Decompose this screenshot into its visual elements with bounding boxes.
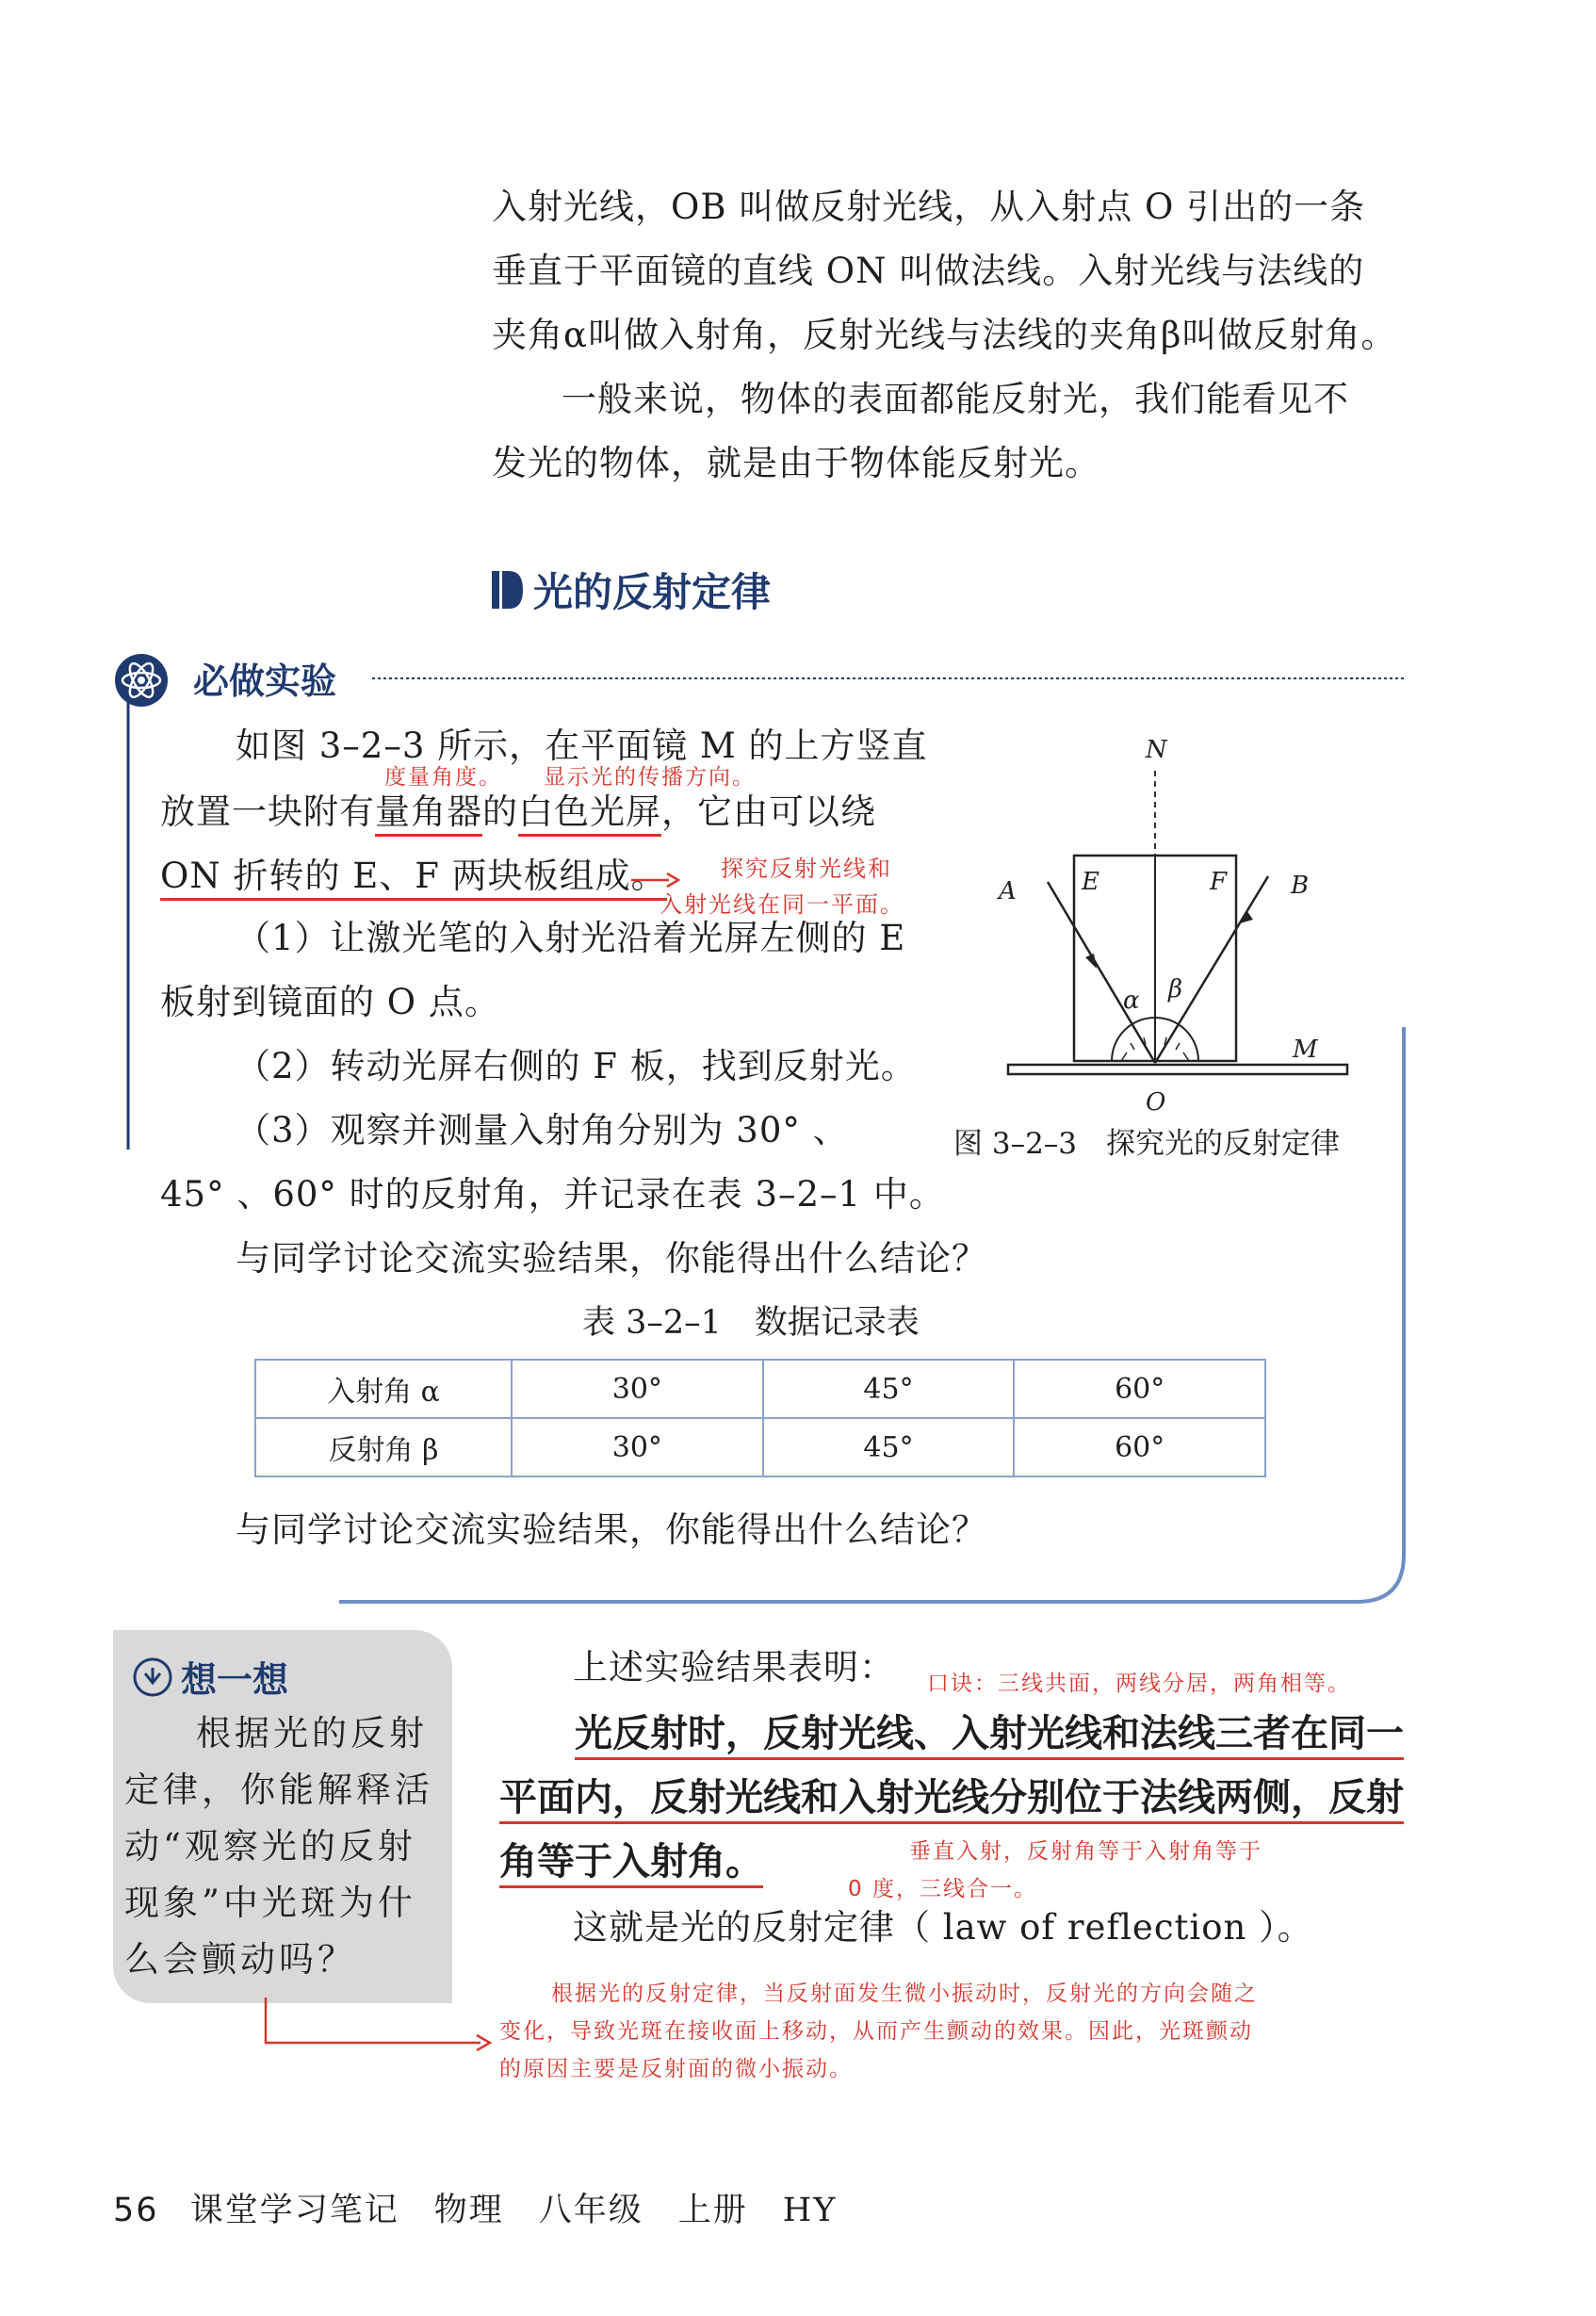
experiment-line: （1）让激光笔的入射光沿着光屏左侧的 E [236, 918, 906, 958]
lightbulb-icon [132, 1656, 173, 1698]
note-screen: 显示光的传播方向。 [544, 765, 756, 790]
table-cell: 30° [512, 1418, 763, 1476]
note-plane-1: 探究反射光线和 [721, 856, 892, 882]
section-title: 光的反射定律 [533, 569, 772, 615]
law-name: 这就是光的反射定律（ law of reflection ）。 [573, 1907, 1313, 1948]
answer-note-cont [499, 2013, 1253, 2088]
reflection-law [499, 1702, 1404, 1894]
note-normal-1: 垂直入射，反射角等于入射角等于 [909, 1839, 1262, 1864]
page-number: 56 [113, 2192, 159, 2229]
law-line: 光反射时，反射光线、入射光线和法线三者在同一 [575, 1711, 1404, 1760]
page-footer [113, 2184, 837, 2231]
label-b: B [1291, 872, 1310, 900]
think-line: 现象”中光斑为什 [124, 1883, 416, 1923]
data-table [254, 1359, 1266, 1477]
answer-line: 变化，导致光斑在接收面上移动，从而产生颤动的效果。因此，光斑颤动 [499, 2019, 1253, 2044]
table-cell: 反射角 β [255, 1418, 512, 1476]
table-cell: 45° [763, 1360, 1015, 1418]
label-e: E [1082, 868, 1099, 896]
reflection-diagram [980, 726, 1376, 1140]
note-mnemonic: 口诀：三线共面，两线分居，两角相等。 [927, 1672, 1351, 1696]
underline-screen: 白色光屏 [518, 791, 661, 837]
answer-line: 的原因主要是反射面的微小振动。 [499, 2057, 853, 2081]
think-header [132, 1651, 288, 1703]
law-line: 角等于入射角。 [499, 1839, 763, 1888]
experiment-line: 如图 3–2–3 所示，在平面镜 M 的上方竖直 [236, 726, 928, 766]
think-label: 想一想 [181, 1659, 289, 1701]
answer-line: 根据光的反射定律，当反射面发生微小振动时，反射光的方向会随之 [551, 1982, 1258, 2006]
experiment-line: （3）观察并测量入射角分别为 30° 、 [236, 1110, 849, 1150]
answer-arrow-icon [254, 1998, 509, 2073]
answer-note [551, 1975, 1258, 2013]
experiment-line: 板射到镜面的 O 点。 [160, 982, 500, 1022]
intro-line: 一般来说，物体的表面都能反射光，我们能看见不 [562, 379, 1349, 419]
law-line: 平面内，反射光线和入射光线分别位于法线两侧，反射 [499, 1775, 1404, 1824]
table-row [255, 1418, 1265, 1476]
underline-protractor: 量角器 [375, 791, 482, 837]
label-alpha: α [1123, 987, 1140, 1015]
intro-paragraph [492, 175, 1396, 496]
section-marker-icon [492, 569, 524, 611]
underline-fold: ON 折转的 E、F 两块板组成。 [160, 856, 667, 901]
label-o: O [1146, 1088, 1166, 1117]
experiment-steps [160, 906, 987, 1291]
think-question [124, 1705, 433, 1988]
think-line: 动“观察光的反射 [124, 1826, 416, 1867]
experiment-line: 45° 、60° 时的反射角，并记录在表 3–2–1 中。 [160, 1174, 945, 1215]
table-cell: 30° [512, 1360, 763, 1418]
table-row [255, 1360, 1265, 1418]
label-m: M [1293, 1036, 1318, 1064]
note-normal-2: 0 度，三线合一。 [848, 1877, 1037, 1901]
atom-icon [113, 652, 170, 712]
table-cell: 60° [1014, 1418, 1265, 1476]
table-cell: 45° [763, 1418, 1015, 1476]
table-caption: 表 3–2–1 数据记录表 [582, 1304, 920, 1342]
label-a: A [999, 877, 1017, 905]
intro-line: 发光的物体，就是由于物体能反射光。 [492, 443, 1100, 483]
label-f: F [1210, 868, 1228, 896]
experiment-line: 放置一块附有量角器的白色光屏，它由可以绕 [160, 780, 928, 844]
intro-line: 入射光线，OB 叫做反射光线，从入射点 O 引出的一条 [492, 187, 1366, 227]
table-cell: 60° [1014, 1360, 1265, 1418]
think-line: 定律，你能解释活 [124, 1770, 433, 1810]
think-line: 根据光的反射 [196, 1713, 428, 1753]
experiment-label: 必做实验 [193, 661, 337, 702]
note-protractor: 度量角度。 [384, 765, 502, 790]
intro-line: 垂直于平面镜的直线 ON 叫做法线。入射光线与法线的 [492, 251, 1365, 291]
label-beta: β [1168, 975, 1183, 1003]
discussion-question: 与同学讨论交流实验结果，你能得出什么结论？ [236, 1509, 987, 1550]
experiment-line: （2）转动光屏右侧的 F 板，找到反射光。 [236, 1046, 917, 1086]
experiment-line: 与同学讨论交流实验结果，你能得出什么结论？ [236, 1238, 987, 1279]
think-line: 么会颤动吗？ [124, 1939, 356, 1980]
intro-line: 夹角α叫做入射角，反射光线与法线的夹角β叫做反射角。 [492, 315, 1397, 355]
table-cell: 入射角 α [255, 1360, 512, 1418]
conclusion-intro: 上述实验结果表明： [573, 1647, 895, 1688]
note-plane-2: 入射光线在同一平面。 [660, 891, 904, 918]
footer-text: 课堂学习笔记 物理 八年级 上册 HY [189, 2192, 838, 2229]
label-n: N [1146, 736, 1167, 764]
figure-caption: 图 3–2–3 探究光的反射定律 [953, 1127, 1341, 1161]
section-header [492, 562, 771, 618]
